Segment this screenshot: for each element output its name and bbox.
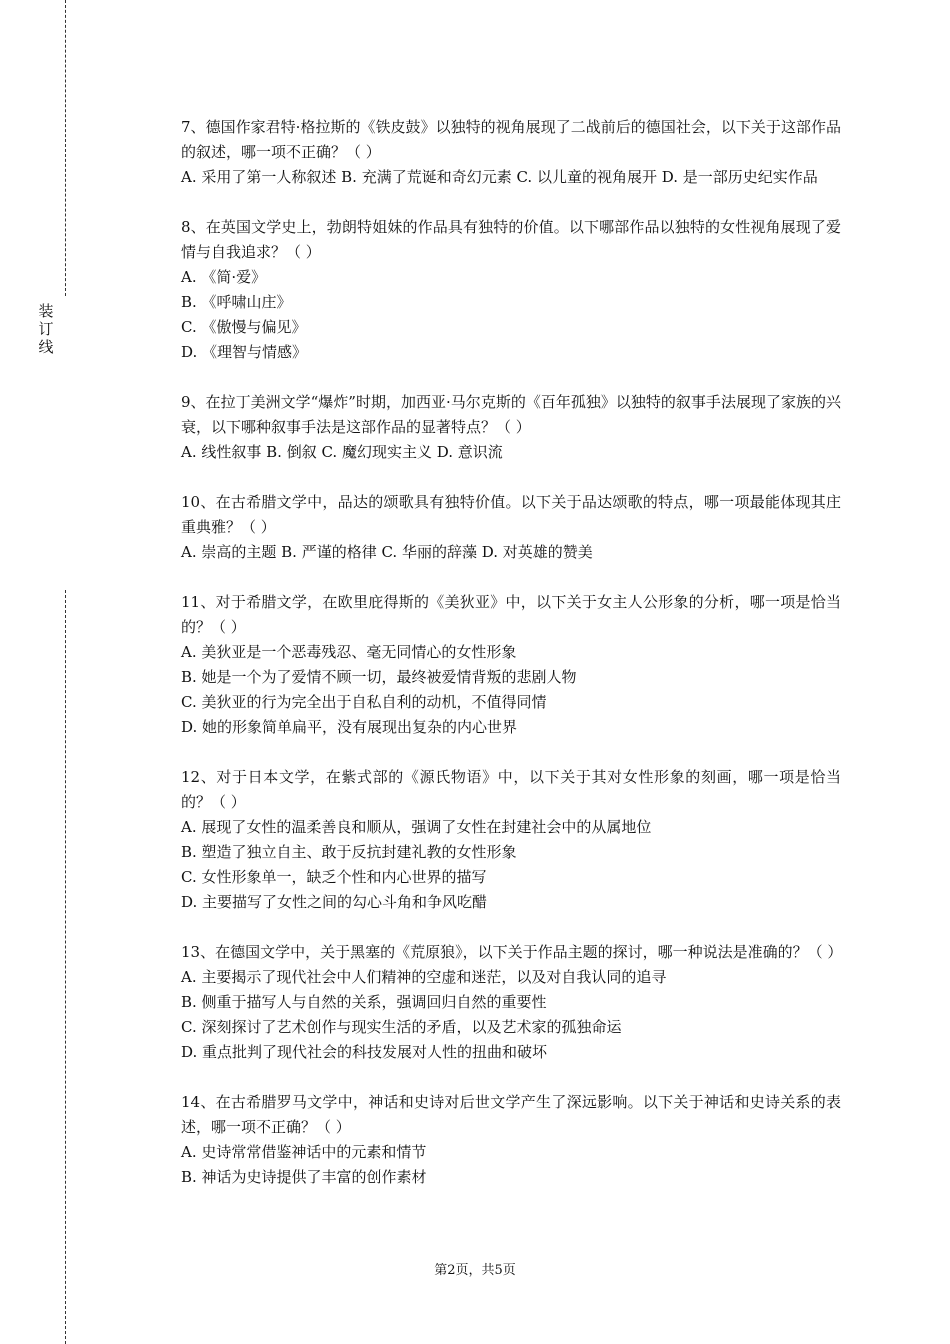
question-10	[181, 490, 841, 565]
question-stem: 7、德国作家君特·格拉斯的《铁皮鼓》以独特的视角展现了二战前后的德国社会，以下关于这部作品的叙述，哪一项不正确？（ ）	[181, 118, 841, 161]
option-b: B. 塑造了独立自主、敢于反抗封建礼教的女性形象	[181, 843, 517, 861]
option-c: C. 《傲慢与偏见》	[181, 318, 307, 336]
option-b: B. 神话为史诗提供了丰富的创作素材	[181, 1168, 427, 1186]
question-list	[181, 115, 841, 1215]
page-number: 第2页，共5页	[434, 1263, 516, 1278]
option-c: C. 美狄亚的行为完全出于自私自利的动机，不值得同情	[181, 693, 547, 711]
option-d: D. 《理智与情感》	[181, 343, 308, 361]
option-b: B. 她是一个为了爱情不顾一切，最终被爱情背叛的悲剧人物	[181, 668, 577, 686]
question-options: A. 崇高的主题 B. 严谨的格律 C. 华丽的辞藻 D. 对英雄的赞美	[181, 543, 593, 561]
question-stem: 8、在英国文学史上，勃朗特姐妹的作品具有独特的价值。以下哪部作品以独特的女性视角展现了爱情与自我追求？（ ）	[181, 218, 841, 261]
option-a: A. 美狄亚是一个恶毒残忍、毫无同情心的女性形象	[181, 643, 517, 661]
question-8	[181, 215, 841, 365]
question-11	[181, 590, 841, 740]
option-c: C. 深刻探讨了艺术创作与现实生活的矛盾，以及艺术家的孤独命运	[181, 1018, 622, 1036]
question-14	[181, 1090, 841, 1190]
binding-label	[36, 302, 56, 356]
option-a: A. 史诗常常借鉴神话中的元素和情节	[181, 1143, 427, 1161]
option-a: A. 《简·爱》	[181, 268, 267, 286]
question-stem: 10、在古希腊文学中，品达的颂歌具有独特价值。以下关于品达颂歌的特点，哪一项最能体现其庄重典雅？（ ）	[181, 493, 841, 536]
option-c: C. 女性形象单一，缺乏个性和内心世界的描写	[181, 868, 487, 886]
option-b: B. 《呼啸山庄》	[181, 293, 292, 311]
question-13	[181, 940, 841, 1065]
question-stem: 11、对于希腊文学，在欧里庇得斯的《美狄亚》中，以下关于女主人公形象的分析，哪一项是恰当的？（ ）	[181, 593, 841, 636]
question-12	[181, 765, 841, 915]
option-a: A. 主要揭示了现代社会中人们精神的空虚和迷茫，以及对自我认同的追寻	[181, 968, 667, 986]
question-stem: 13、在德国文学中，关于黑塞的《荒原狼》，以下关于作品主题的探讨，哪一种说法是准确的？（ ）	[181, 943, 843, 961]
question-options: A. 采用了第一人称叙述 B. 充满了荒诞和奇幻元素 C. 以儿童的视角展开 D. 是一部历史纪实作品	[181, 168, 818, 186]
option-d: D. 主要描写了女性之间的勾心斗角和争风吃醋	[181, 893, 488, 911]
question-stem: 12、对于日本文学，在紫式部的《源氏物语》中，以下关于其对女性形象的刻画，哪一项是恰当的？（ ）	[181, 768, 841, 811]
question-7	[181, 115, 841, 190]
option-d: D. 她的形象简单扁平，没有展现出复杂的内心世界	[181, 718, 518, 736]
binding-label-char: 装	[38, 302, 54, 320]
question-stem: 14、在古希腊罗马文学中，神话和史诗对后世文学产生了深远影响。以下关于神话和史诗关系的表述，哪一项不正确？（ ）	[181, 1093, 841, 1136]
binding-label-char: 订	[38, 320, 54, 338]
option-d: D. 重点批判了现代社会的科技发展对人性的扭曲和破坏	[181, 1043, 548, 1061]
question-options: A. 线性叙事 B. 倒叙 C. 魔幻现实主义 D. 意识流	[181, 443, 503, 461]
option-a: A. 展现了女性的温柔善良和顺从，强调了女性在封建社会中的从属地位	[181, 818, 652, 836]
question-stem: 9、在拉丁美洲文学“爆炸”时期，加西亚·马尔克斯的《百年孤独》以独特的叙事手法展现了家族的兴衰，以下哪种叙事手法是这部作品的显著特点？（ ）	[181, 393, 841, 436]
question-9	[181, 390, 841, 465]
binding-line-bottom	[65, 590, 66, 1344]
binding-label-char: 线	[38, 338, 54, 356]
binding-line-top	[65, 0, 66, 296]
option-b: B. 侧重于描写人与自然的关系，强调回归自然的重要性	[181, 993, 547, 1011]
